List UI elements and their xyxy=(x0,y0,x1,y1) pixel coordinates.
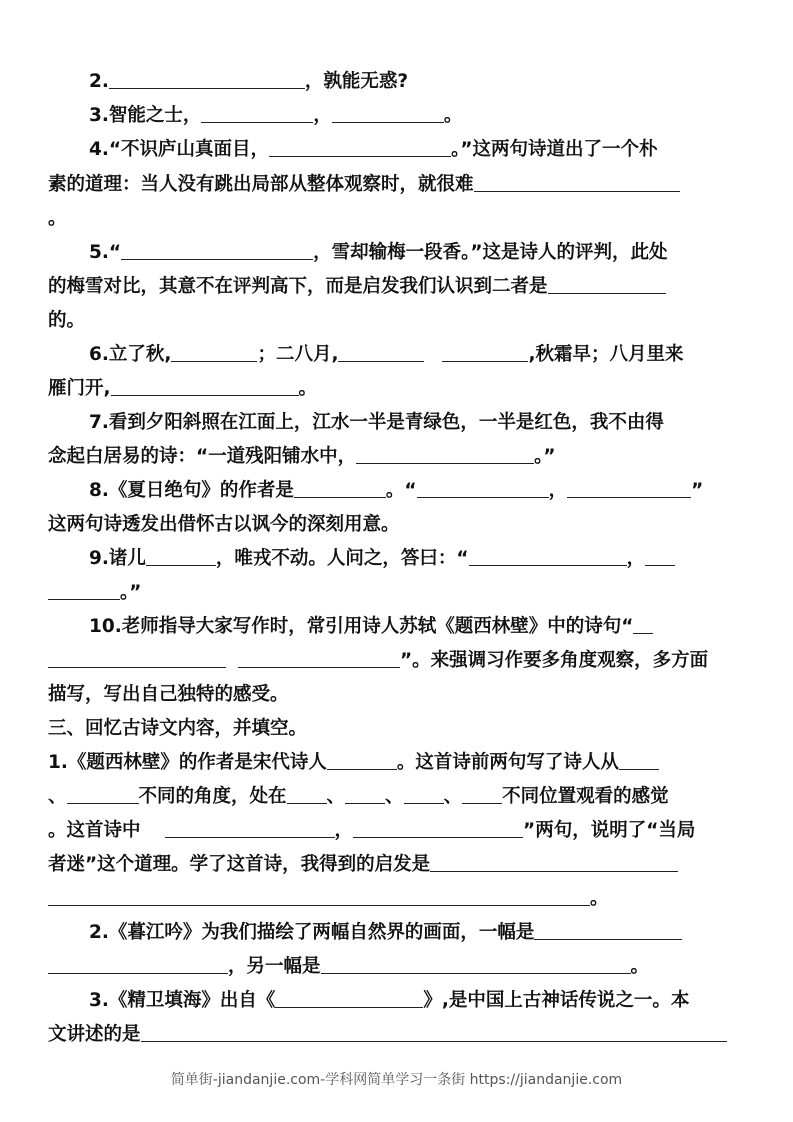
question-4-cont: 素的道理：当人没有跳出局部从整体观察时，就很难 xyxy=(48,172,680,198)
answer-blank[interactable] xyxy=(109,71,305,89)
page-footer: 简单街-jiandanjie.com-学科网简单学习一条街 https://jiandanjie.com xyxy=(170,1072,623,1088)
answer-blank[interactable] xyxy=(146,548,216,566)
question-5: 5.“ ，雪却输梅一段香。”这是诗人的评判，此处 xyxy=(89,242,668,263)
question-9-cont: 。” xyxy=(48,580,141,606)
answer-blank[interactable] xyxy=(619,752,659,770)
answer-blank[interactable] xyxy=(48,582,120,600)
answer-blank[interactable] xyxy=(474,174,680,192)
question-10: 10.老师指导大家写作时，常引用诗人苏轼《题西林壁》中的诗句“ xyxy=(89,614,653,640)
question-5-cont: 的梅雪对比，其意不在评判高下，而是启发我们认识到二者是 xyxy=(48,274,666,300)
answer-blank[interactable] xyxy=(269,139,451,157)
answer-blank[interactable] xyxy=(238,650,400,668)
answer-blank[interactable] xyxy=(321,956,631,974)
answer-blank[interactable] xyxy=(327,752,397,770)
answer-blank[interactable] xyxy=(442,344,528,362)
question-5-end: 的。 xyxy=(48,310,86,331)
answer-blank[interactable] xyxy=(67,786,139,804)
question-10-cont: ”。来强调习作要多角度观察，多方面 xyxy=(48,648,708,674)
section-3-question-3-cont: 文讲述的是 xyxy=(48,1022,727,1048)
answer-blank[interactable] xyxy=(338,344,424,362)
answer-blank[interactable] xyxy=(430,854,678,872)
section-3-question-1-line4: 者迷”这个道理。学了这首诗，我得到的启发是 xyxy=(48,852,678,878)
question-2: 2. ，孰能无惑? xyxy=(89,71,409,92)
section-3-question-1-line3: 。这首诗中 ， ”两句，说明了“当局 xyxy=(48,820,696,841)
answer-blank[interactable] xyxy=(417,480,549,498)
question-9: 9.诸儿 ，唯戎不动。人问之，答曰：“ ， xyxy=(89,546,675,572)
answer-blank[interactable] xyxy=(462,786,502,804)
question-6: 6.立了秋, ；二八月, ,秋霜早；八月里来 xyxy=(89,344,684,365)
answer-blank[interactable] xyxy=(548,276,666,294)
answer-blank[interactable] xyxy=(332,105,444,123)
answer-blank[interactable] xyxy=(645,548,675,566)
answer-blank[interactable] xyxy=(171,344,257,362)
question-6-cont: 雁门开, 。 xyxy=(48,378,318,399)
question-8-cont: 这两句诗透发出借怀古以讽今的深刻用意。 xyxy=(48,514,400,535)
answer-blank[interactable] xyxy=(534,922,682,940)
question-4-end: 。 xyxy=(48,208,67,229)
question-7-cont: 念起白居易的诗：“一道残阳铺水中， 。” xyxy=(48,446,556,467)
question-10-end: 描写，写出自己独特的感受。 xyxy=(48,684,289,705)
question-4: 4.“不识庐山真面目， 。”这两句诗道出了一个朴 xyxy=(89,139,658,160)
answer-blank[interactable] xyxy=(633,616,653,634)
section-3-question-2: 2.《暮江吟》为我们描绘了两幅自然界的画面，一幅是 xyxy=(89,920,682,946)
section-3-question-1-line5: 。 xyxy=(48,886,609,912)
section-3-question-3: 3.《精卫填海》出自《 》,是中国上古神话传说之一。本 xyxy=(89,990,690,1011)
answer-blank[interactable] xyxy=(567,480,691,498)
answer-blank[interactable] xyxy=(345,786,385,804)
section-3-question-1-cont: 、 不同的角度，处在 、 、 、 不同位置观看的感觉 xyxy=(48,786,669,807)
answer-blank[interactable] xyxy=(404,786,444,804)
question-8: 8.《夏日绝句》的作者是 。“ ， ” xyxy=(89,480,704,501)
answer-blank[interactable] xyxy=(48,956,228,974)
answer-blank[interactable] xyxy=(48,888,590,906)
answer-blank[interactable] xyxy=(294,480,386,498)
section-3-heading: 三、回忆古诗文内容，并填空。 xyxy=(48,718,308,739)
answer-blank[interactable] xyxy=(469,548,627,566)
answer-blank[interactable] xyxy=(356,446,534,464)
answer-blank[interactable] xyxy=(141,1024,727,1042)
question-3: 3.智能之士， ， 。 xyxy=(89,105,463,126)
answer-blank[interactable] xyxy=(165,820,335,838)
section-3-question-2-cont: ，另一幅是 。 xyxy=(48,954,649,980)
answer-blank[interactable] xyxy=(48,650,226,668)
answer-blank[interactable] xyxy=(111,378,299,396)
section-3-question-1: 1.《题西林壁》的作者是宋代诗人 。这首诗前两句写了诗人从 xyxy=(48,750,659,776)
answer-blank[interactable] xyxy=(275,990,423,1008)
answer-blank[interactable] xyxy=(353,820,523,838)
question-7: 7.看到夕阳斜照在江面上，江水一半是青绿色，一半是红色，我不由得 xyxy=(89,412,664,433)
answer-blank[interactable] xyxy=(287,786,327,804)
answer-blank[interactable] xyxy=(121,242,313,260)
answer-blank[interactable] xyxy=(201,105,313,123)
